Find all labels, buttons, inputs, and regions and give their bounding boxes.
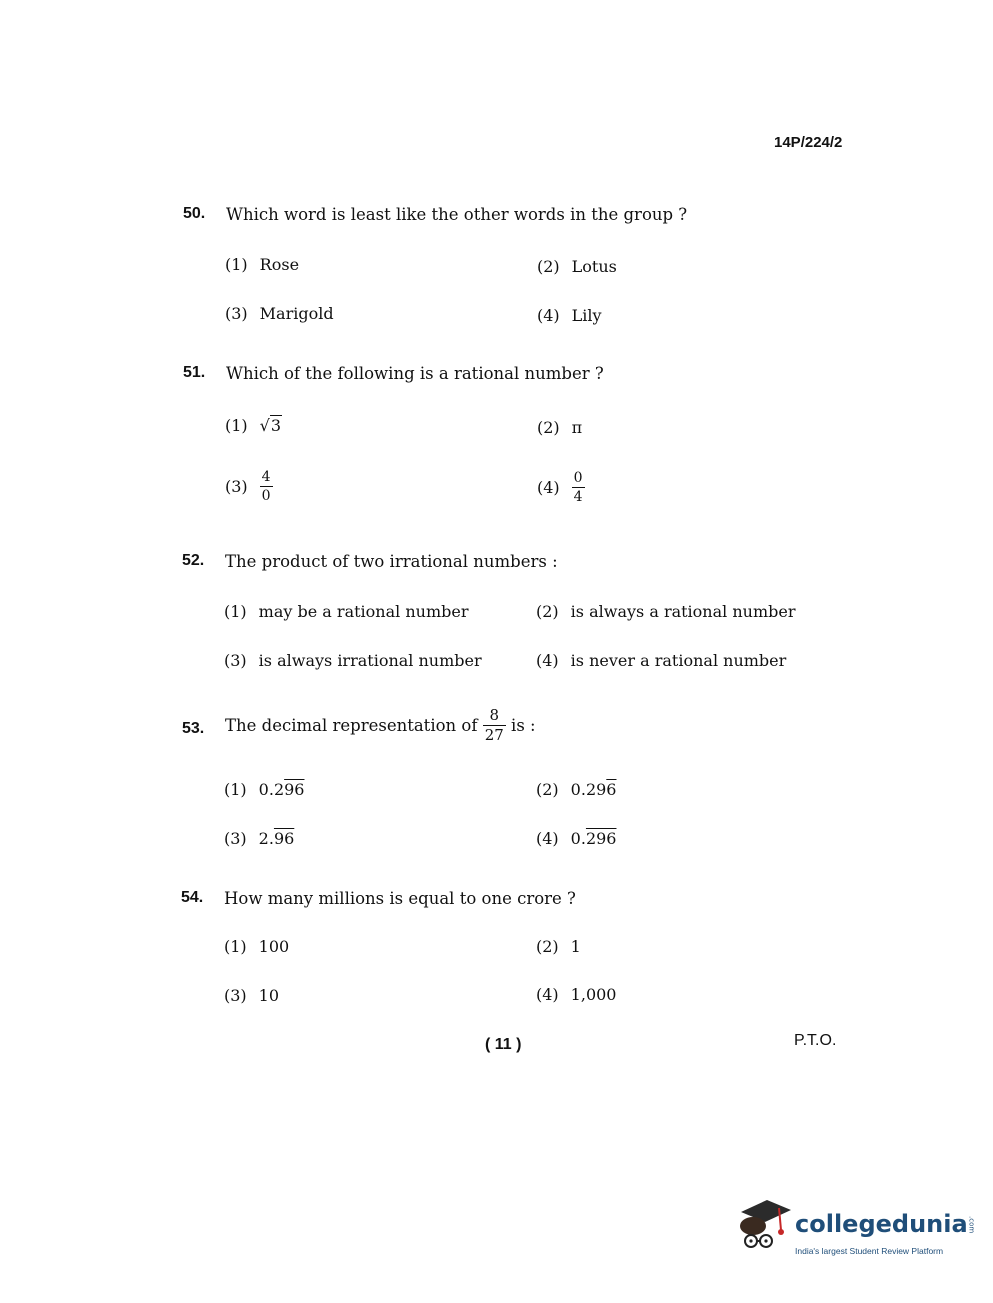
question-number: 51. — [183, 364, 206, 381]
paper-code: 14P/224/2 — [774, 134, 843, 151]
option: (2) 1 — [536, 937, 581, 956]
option: (3) 2.96 — [224, 829, 295, 848]
question-text: How many millions is equal to one crore ? — [224, 889, 576, 908]
fraction: $\frac{4}{0}$ — [261, 469, 271, 504]
question-number: 53. — [182, 720, 205, 737]
logo-tagline: India's largest Student Review Platform — [795, 1246, 944, 1256]
option: (4) $\frac{0}{4}$ — [537, 470, 583, 505]
option: (2) is always a rational number — [536, 602, 796, 621]
option: (4) Lily — [537, 306, 602, 325]
page-number: ( 11 ) — [485, 1036, 522, 1053]
option: (3) is always irrational number — [224, 651, 482, 670]
mascot-icon — [735, 1196, 795, 1256]
fraction: $\frac{0}{4}$ — [573, 470, 583, 505]
option: (3) $\frac{4}{0}$ — [225, 469, 271, 504]
sqrt-symbol: √3 — [259, 416, 282, 435]
option: (1) Rose — [225, 255, 300, 274]
question-number: 54. — [181, 889, 204, 906]
option: (3) Marigold — [225, 304, 334, 323]
option: (1) may be a rational number — [224, 602, 469, 621]
question-number: 52. — [182, 552, 205, 569]
question-text: Which word is least like the other words in the group ? — [226, 205, 688, 224]
option: (2) π — [537, 418, 583, 437]
option: (1) 100 — [224, 937, 290, 956]
option: (3) 10 — [224, 986, 280, 1005]
option: (1) 0.296 — [224, 780, 305, 799]
option: (4) 1,000 — [536, 985, 617, 1004]
pto-label: P.T.O. — [794, 1032, 837, 1049]
option: (2) Lotus — [537, 257, 617, 276]
question-number: 50. — [183, 205, 206, 222]
question-text: Which of the following is a rational number ? — [226, 364, 604, 383]
fraction: $\frac{8}{27}$ — [484, 706, 504, 744]
question-text: The decimal representation of $\frac{8}{27}$ is : — [225, 706, 536, 744]
option: (1) √3 — [225, 416, 282, 435]
option: (2) 0.296 — [536, 780, 617, 799]
question-text: The product of two irrational numbers : — [225, 552, 558, 571]
option: (4) is never a rational number — [536, 651, 787, 670]
option: (4) 0.296 — [536, 829, 617, 848]
